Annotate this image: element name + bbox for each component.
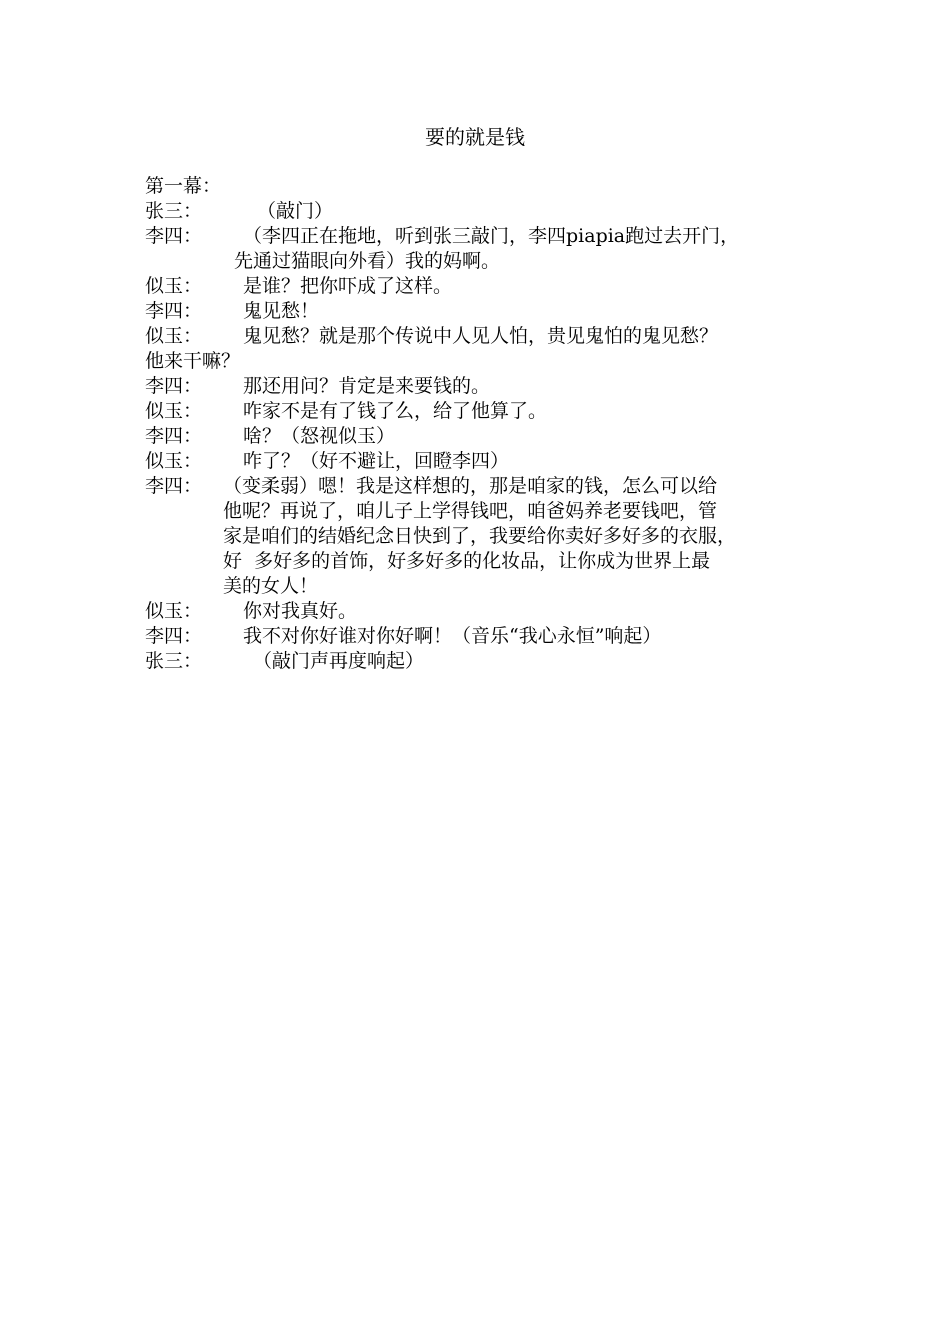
dialogue-text: 鬼见愁？就是那个传说中人见人怕，贵见鬼怕的鬼见愁？ (243, 325, 719, 347)
dialogue-text: 我不对你好谁对你好啊！（音乐“我心永恒”响起） (243, 625, 662, 647)
dialogue-text: 是谁？把你吓成了这样。 (243, 275, 453, 297)
speaker-name: 张三： (145, 200, 203, 222)
dialogue-continuation: 他呢？再说了，咱儿子上学得钱吧，咱爸妈养老要钱吧，管 (223, 500, 718, 522)
dialogue-text: 你对我真好。 (243, 600, 358, 622)
document-title: 要的就是钱 (425, 125, 525, 149)
dialogue-continuation: 他来干嘛？ (145, 350, 241, 372)
dialogue-text: 啥？（怒视似玉） (243, 425, 396, 447)
dialogue-line (145, 324, 718, 348)
dialogue-text: 咋家不是有了钱了么，给了他算了。 (243, 400, 548, 422)
speaker-name: 李四： (145, 225, 203, 247)
speaker-name: 似玉： (145, 400, 203, 422)
dialogue-line (145, 624, 661, 648)
speaker-name: 李四： (145, 375, 203, 397)
dialogue-text: 那还用问？肯定是来要钱的。 (243, 375, 491, 397)
dialogue-text: （敲门） (257, 200, 334, 222)
dialogue-text: 鬼见愁！ (243, 300, 320, 322)
dialogue-line (145, 649, 424, 673)
dialogue-line (145, 474, 717, 498)
dialogue-text: 咋了？（好不避让，回瞪李四） (243, 450, 510, 472)
dialogue-text: （变柔弱）嗯！我是这样想的，那是咱家的钱，怎么可以给 (223, 475, 718, 497)
speaker-name: 似玉： (145, 450, 203, 472)
dialogue-text: （李四正在拖地，听到张三敲门，李四piapia跑过去开门， (243, 225, 740, 247)
speaker-name: 似玉： (145, 275, 203, 297)
dialogue-line (145, 299, 319, 323)
dialogue-line (145, 224, 739, 248)
speaker-name: 李四： (145, 300, 203, 322)
dialogue-continuation: 美的女人！ (223, 575, 319, 597)
dialogue-line (145, 599, 357, 623)
dialogue-line (145, 199, 333, 223)
dialogue-continuation: 好 多好多的首饰，好多好多的化妆品，让你成为世界上最 (223, 550, 711, 572)
dialogue-line (145, 374, 490, 398)
speaker-name: 李四： (145, 625, 203, 647)
speaker-name: 李四： (145, 425, 203, 447)
speaker-name: 似玉： (145, 325, 203, 347)
speaker-name: 似玉： (145, 600, 203, 622)
dialogue-line (145, 399, 547, 423)
dialogue-line (145, 424, 395, 448)
dialogue-text: （敲门声再度响起） (253, 650, 425, 672)
dialogue-line (145, 274, 452, 298)
scene-heading: 第一幕： (145, 175, 222, 197)
dialogue-continuation: 家是咱们的结婚纪念日快到了，我要给你卖好多好多的衣服， (223, 525, 737, 547)
speaker-name: 李四： (145, 475, 203, 497)
dialogue-line (145, 449, 509, 473)
speaker-name: 张三： (145, 650, 203, 672)
dialogue-continuation: 先通过猫眼向外看）我的妈啊。 (234, 250, 501, 272)
